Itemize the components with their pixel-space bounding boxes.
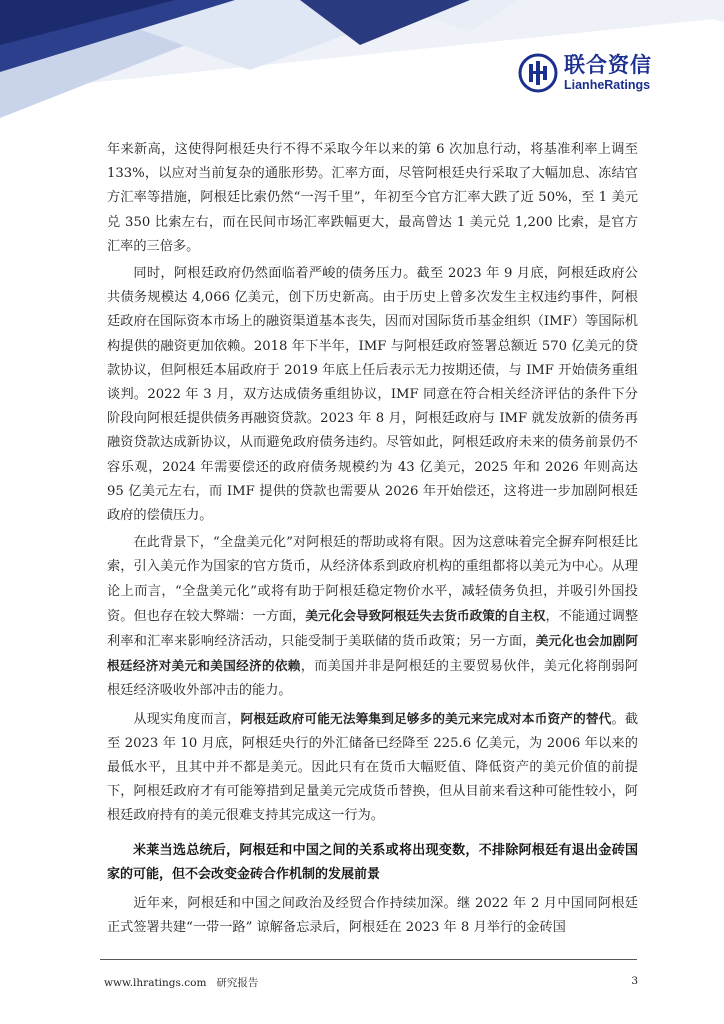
report-body — [107, 138, 638, 940]
company-logo — [518, 53, 652, 93]
section-heading: 米莱当选总统后，阿根廷和中国之间的关系或将出现变数，不排除阿根廷有退出金砖国家的可能，但不会改变金砖合作机制的发展前景 — [107, 842, 638, 882]
footer-website-link[interactable]: www.lhratings.com — [104, 977, 207, 989]
page-number: 3 — [631, 975, 638, 987]
paragraph-1: 年来新高，这使得阿根廷央行不得不采取今年以来的第 6 次加息行动，将基准利率上调至 133%，以应对当前复杂的通胀形势。汇率方面，尽管阿根廷央行采取了大幅加息、冻结官方汇率等措施，阿根廷比索仍然“一泻千里”，年初至今官方汇率大跌了近 50%，至 1 美元兑 350 比索左右，而在民间市场汇率跌幅更大，最高曾达 1 美元兑 1,200 比索，是官方汇率的三倍多。 — [107, 142, 638, 254]
lianhe-logo-icon — [518, 53, 558, 93]
paragraph-4-emphasis: 阿根廷政府可能无法筹集到足够多的美元来完成对本币资产的替代 — [240, 710, 612, 726]
logo-chinese-name: 联合资信 — [564, 52, 652, 77]
paragraph-2: 同时，阿根廷政府仍然面临着严峻的债务压力。截至 2023 年 9 月底，阿根廷政府公共债务规模达 4,066 亿美元，创下历史新高。由于历史上曾多次发生主权违约事件，阿根廷政府在国际资本市场上的融资渠道基本丧失，因而对国际货币基金组织（IMF）等国际机构提供的融资更加依赖。2018 年下半年，IMF 与阿根廷政府签署总额近 570 亿美元的贷款协议，但阿根廷本届政府于 2019 年底上任后表示无力按期还债，与 IMF 开始债务重组谈判。2022 年 3 月，双方达成债务重组协议，IMF 同意在符合相关经济评估的条件下分阶段向阿根廷提供债务再融资贷款。2023 年 8 月，阿根廷政府与 IMF 就发放新的债务再融资贷款达成新协议，从而避免政府债务违约。尽管如此，阿根廷政府未来的债务前景仍不容乐观，2024 年需要偿还的政府债务规模约为 43 亿美元，2025 年和 2026 年则高达 95 亿美元左右，而 IMF 提供的贷款也需要从 2026 年开始偿还，这将进一步加剧阿根廷政府的偿债压力。 — [107, 266, 638, 524]
footer-doc-type: 研究报告 — [216, 977, 259, 989]
paragraph-4-text-a: 从现实角度而言， — [133, 711, 241, 727]
paragraph-4 — [107, 707, 638, 829]
paragraph-3-emphasis-2: 美元化也会加剧阿根廷经济对美元和美国经济的依赖 — [107, 633, 639, 674]
paragraph-3 — [107, 531, 638, 703]
paragraph-3-text-c: ，不能通过调整利率和汇率来影响经济活动，只能受制于美联储的货币政策；另一方面， — [107, 608, 639, 650]
logo-english-name: LianheRatings — [564, 77, 651, 92]
footer-divider — [100, 959, 637, 960]
paragraph-3-text-d: ，而美国并非是阿根廷的主要贸易伙伴，美元化将削弱阿根廷经济吸收外部冲击的能力。 — [107, 659, 639, 699]
paragraph-3-text-a: 在此背景下，“全盘美元化”对阿根廷的帮助或将有限。因为这意味着完全摒弃阿根廷比索，引入美元作为国家的官方货币，从经济体系到政府机构的重组都将以美元为中心。从理论上而言，“全盘美元化”或将有助于阿根廷稳定物价水平，减轻债务负担，并吸引外国投资。但也存在较大弊端：一方面， — [107, 535, 638, 624]
paragraph-4-text-c: 。截至 2023 年 10 月底，阿根廷央行的外汇储备已经降至 225.6 亿美元，为 2006 年以来的最低水平，且其中并不都是美元。因此只有在货币大幅贬值、降低资产的美元价值的前提下，阿根廷政府才有可能筹措到足量美元完成货币替换，但从目前来看这种可能性较小，阿根廷政府持有的美元很难支持其完成这一行为。 — [107, 711, 639, 824]
paragraph-5: 近年来，阿根廷和中国之间政治及经贸合作持续加深。继 2022 年 2 月中国同阿根廷正式签署共建“一带一路” 谅解备忘录后，阿根廷在 2023 年 8 月举行的金砖国 — [107, 895, 638, 935]
footer-info — [104, 975, 258, 990]
paragraph-3-emphasis-1: 美元化会导致阿根廷失去货币政策的自主权 — [305, 607, 546, 623]
